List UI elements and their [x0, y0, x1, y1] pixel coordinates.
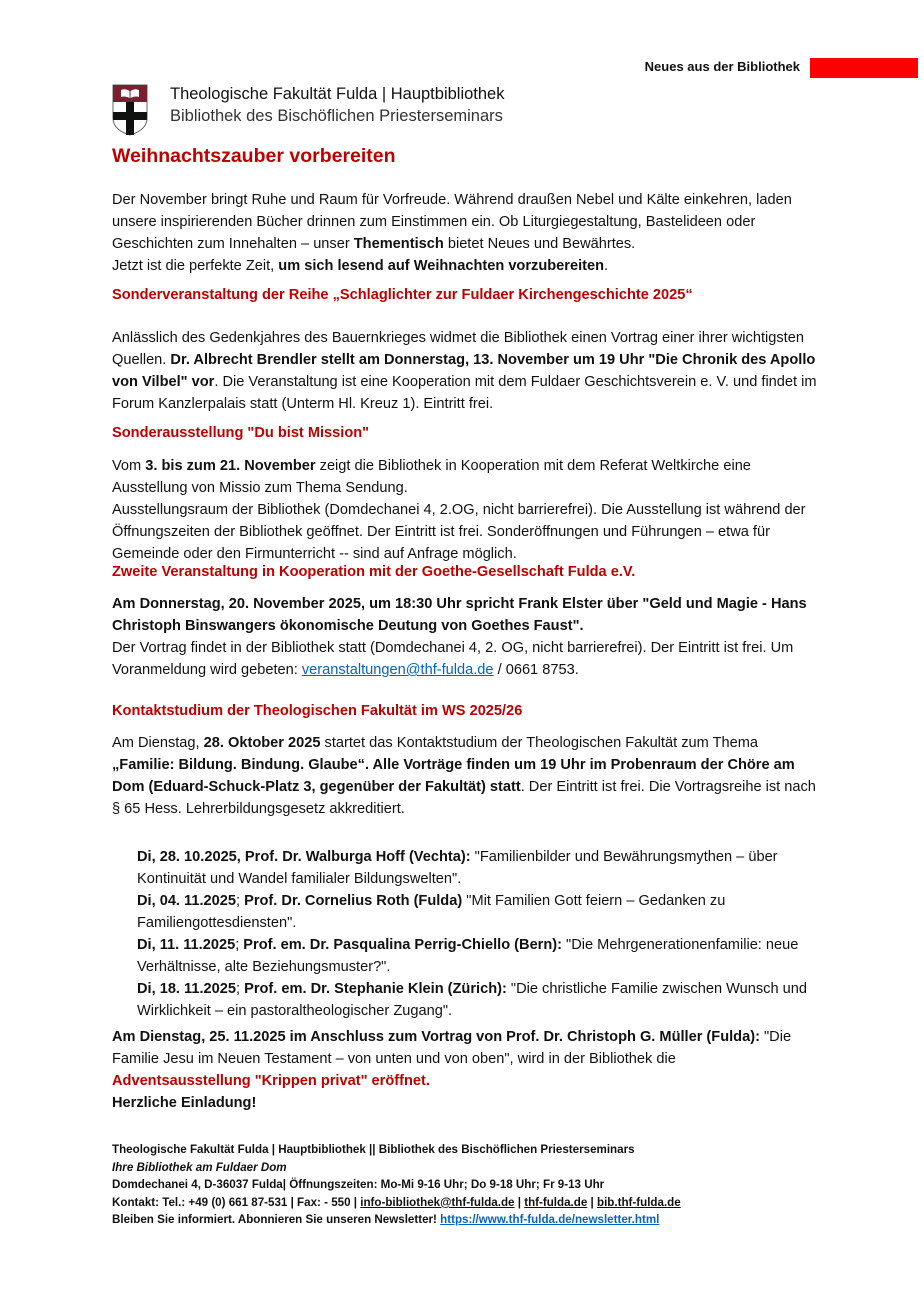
text-run: "Die Mehrgenerationenfamilie: neue Verhältnisse, alte Beziehungsmuster?".	[137, 937, 799, 975]
separator: |	[514, 1195, 525, 1209]
section-body	[112, 593, 824, 681]
text-run: Di, 04. 11.2025	[137, 893, 236, 909]
footer	[112, 1141, 681, 1229]
text-run: "Die christliche Familie zwischen Wunsch und Wirklichkeit – ein pastoraltheologischer Zugang".	[137, 981, 807, 1019]
text-run: Anlässlich des Gedenkjahres des Bauernkrieges widmet die Bibliothek einen Vortrag einer ihrer wichtigsten Quellen.	[112, 330, 804, 368]
text-run: Prof. em. Dr. Pasqualina Perrig-Chiello (Bern):	[243, 937, 562, 953]
org-name: Theologische Fakultät Fulda | Hauptbibliothek	[170, 85, 505, 103]
email-link[interactable]: info-bibliothek@thf-fulda.de	[360, 1195, 515, 1209]
text-run: Am Dienstag,	[112, 735, 204, 751]
section-heading: Zweite Veranstaltung in Kooperation mit der Goethe-Gesellschaft Fulda e.V.	[112, 564, 636, 580]
newsletter-link[interactable]: https://www.thf-fulda.de/newsletter.html	[440, 1213, 660, 1227]
text-run: Di, 28. 10.2025, Prof. Dr. Walburga Hoff (Vechta):	[137, 849, 471, 865]
footer-org: Theologische Fakultät Fulda | Hauptbibliothek || Bibliothek des Bischöflichen Priesterseminars	[112, 1143, 635, 1156]
text-run: "Die Familie Jesu im Neuen Testament – von unten und von oben", wird in der Bibliothek die	[112, 1029, 792, 1067]
text-run: Herzliche Einladung!	[112, 1095, 257, 1111]
separator: |	[587, 1195, 597, 1209]
closing-paragraph	[112, 1026, 824, 1114]
text-run: "Familienbilder und Bewährungsmythen – über Kontinuität und Wandel familialer Bildungswelten".	[137, 849, 778, 887]
newsletter-tagline: Neues aus der Bibliothek	[644, 59, 800, 74]
footer-contact	[112, 1194, 681, 1212]
text-run: Ausstellungsraum der Bibliothek (Domdechanei 4, 2.OG, nicht barrierefrei). Die Ausstellung ist während der Öffnungszeiten der Bibliothek geöffnet. Der Eintritt ist frei. Sonderöffnungen und Führungen – etwa für Gemeinde oder den Firmunterricht -- sind auf Anfrage möglich.	[112, 502, 806, 562]
section-heading: Kontaktstudium der Theologischen Fakultät im WS 2025/26	[112, 703, 523, 719]
page-title: Weihnachtszauber vorbereiten	[112, 145, 396, 167]
org-subname: Bibliothek des Bischöflichen Priesterseminars	[170, 107, 503, 125]
text-run: um sich lesend auf Weihnachten vorzubereiten	[278, 258, 605, 274]
text-run: Adventsausstellung "Krippen privat" eröffnet.	[112, 1073, 430, 1089]
text-run: .	[604, 258, 609, 274]
text-run: Dr. Albrecht Brendler stellt am Donnerstag, 13. November um 19 Uhr "Die Chronik des Apollo von Vilbel" vor	[112, 352, 816, 390]
footer-newsletter	[112, 1211, 681, 1229]
lecture-item	[137, 934, 827, 978]
text-run: Jetzt ist die perfekte Zeit,	[112, 258, 279, 274]
text-run: Di, 11. 11.2025	[137, 937, 236, 953]
footer-address-hours: Domdechanei 4, D-36037 Fulda| Öffnungszeiten: Mo-Mi 9-16 Uhr; Do 9-18 Uhr; Fr 9-13 Uhr	[112, 1178, 605, 1192]
section-heading: Sonderveranstaltung der Reihe „Schlaglichter zur Fuldaer Kirchengeschichte 2025“	[112, 287, 693, 303]
section-heading: Sonderausstellung "Du bist Mission"	[112, 425, 370, 441]
email-link[interactable]: veranstaltungen@thf-fulda.de	[301, 662, 494, 678]
newsletter-text: Bleiben Sie informiert. Abonnieren Sie unseren Newsletter!	[112, 1213, 441, 1227]
footer-slogan: Ihre Bibliothek am Fuldaer Dom	[112, 1160, 287, 1174]
text-run: „Familie: Bildung. Bindung. Glaube“. Alle Vorträge finden um 19 Uhr im Probenraum der Chöre am Dom (Eduard-Schuck-Platz 3, gegenüber der Fakultät) statt	[112, 757, 795, 795]
text-run: startet das Kontaktstudium der Theologischen Fakultät zum Thema	[320, 735, 758, 751]
text-run: ;	[236, 981, 245, 997]
section-body	[112, 732, 824, 820]
text-run: Prof. Dr. Cornelius Roth (Fulda)	[244, 893, 463, 909]
text-run: zeigt die Bibliothek in Kooperation mit dem Referat Weltkirche eine Ausstellung von Missio zum Thema Sendung.	[112, 458, 751, 496]
text-run: ;	[236, 893, 245, 909]
section-body	[112, 327, 824, 415]
accent-bar	[810, 58, 918, 78]
text-run: 3. bis zum 21. November	[145, 458, 316, 474]
lecture-item	[137, 846, 827, 890]
text-run: / 0661 8753.	[493, 662, 579, 678]
lecture-item	[137, 890, 827, 934]
contact-text: Kontakt: Tel.: +49 (0) 661 87-531 | Fax: - 550 |	[112, 1195, 361, 1209]
text-run: Am Dienstag, 25. 11.2025 im Anschluss zum Vortrag von Prof. Dr. Christoph G. Müller (Fulda):	[112, 1029, 760, 1045]
text-run: ;	[235, 937, 244, 953]
section-body	[112, 455, 824, 565]
coat-of-arms-logo	[112, 84, 148, 136]
intro-paragraph	[112, 189, 824, 277]
text-run: Thementisch	[353, 236, 444, 252]
text-run: Am Donnerstag, 20. November 2025, um 18:30 Uhr spricht Frank Elster über "Geld und Magie - Hans Christoph Binswangers ökonomische Deutung von Goethes Faust".	[112, 596, 807, 634]
text-run: Prof. em. Dr. Stephanie Klein (Zürich):	[244, 981, 507, 997]
text-run: Di, 18. 11.2025	[137, 981, 236, 997]
text-run: Vom	[112, 458, 146, 474]
text-run: 28. Oktober 2025	[203, 735, 321, 751]
text-run: "Mit Familien Gott feiern – Gedanken zu Familiengottesdiensten".	[137, 893, 726, 931]
website-link[interactable]: thf-fulda.de	[524, 1195, 588, 1209]
text-run: Der November bringt Ruhe und Raum für Vorfreude. Während draußen Nebel und Kälte einkehren, laden unsere inspirierenden Bücher drinnen zum Einstimmen ein. Ob Liturgiegestaltung, Bastelideen oder Geschichten zum Innehalten – unser	[112, 192, 792, 252]
text-run: Der Vortrag findet in der Bibliothek statt (Domdechanei 4, 2. OG, nicht barrierefrei). Der Eintritt ist frei. Um Voranmeldung wird gebeten:	[112, 640, 794, 678]
text-run: bietet Neues und Bewährtes.	[443, 236, 636, 252]
library-website-link[interactable]: bib.thf-fulda.de	[597, 1195, 681, 1209]
text-run: . Die Veranstaltung ist eine Kooperation mit dem Fuldaer Geschichtsverein e. V. und findet im Forum Kanzlerpalais statt (Unterm Hl. Kreuz 1). Eintritt frei.	[112, 374, 817, 412]
text-run: . Der Eintritt ist frei. Die Vortragsreihe ist nach § 65 Hess. Lehrerbildungsgesetz akkreditiert.	[112, 779, 816, 817]
lecture-list	[137, 846, 827, 1022]
lecture-item	[137, 978, 827, 1022]
